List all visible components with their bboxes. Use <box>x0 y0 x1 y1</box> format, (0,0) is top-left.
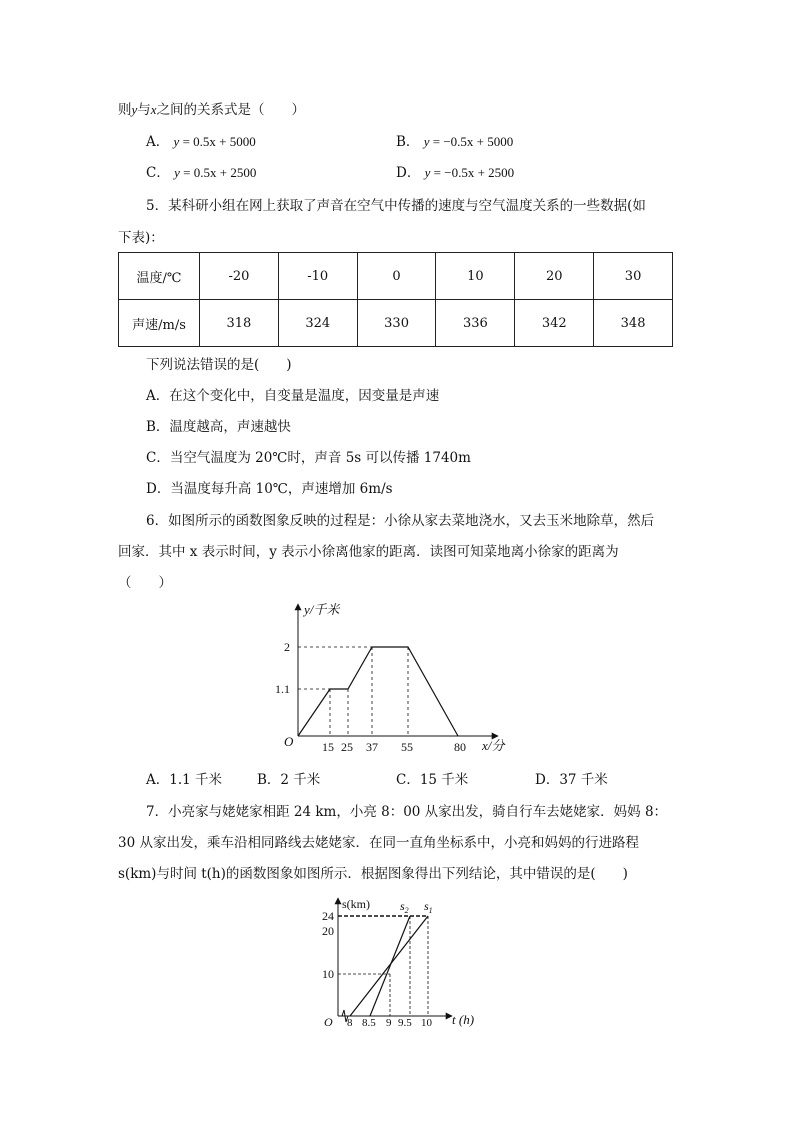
y-tick-label: 10 <box>322 967 334 981</box>
q4-option-d[interactable] <box>396 163 514 183</box>
q5-stem-line1: 5．某科研小组在网上获取了声音在空气中传播的速度与空气温度关系的一些数据(如 <box>146 198 646 214</box>
table-cell: 20 <box>515 253 594 300</box>
x-tick-label: 8 <box>347 1017 353 1029</box>
table-cell: 30 <box>594 253 673 300</box>
option-label: B． <box>396 134 420 150</box>
y-axis-label: y/千米 <box>304 602 340 617</box>
q4-stem <box>118 100 305 120</box>
q4-stem-prefix: 则 <box>118 102 132 118</box>
q5-question: 下列说法错误的是( ) <box>146 357 292 373</box>
speed-temperature-table <box>118 252 673 347</box>
equation-rhs: = −0.5x + 2500 <box>430 165 515 180</box>
distance-function-line <box>298 647 458 736</box>
y-tick-label: 24 <box>322 909 334 923</box>
x-tick-label: 80 <box>454 740 466 754</box>
q5-option-c[interactable]: C．当空气温度为 20℃时，声音 5s 可以传播 1740m <box>146 450 471 466</box>
s2-series-label: $s_2$ <box>400 899 409 915</box>
table-cell: 348 <box>594 300 673 347</box>
q6-stem-line1: 6．如图所示的函数图象反映的过程是：小徐从家去菜地浇水，又去玉米地除草，然后 <box>146 513 655 529</box>
table-cell: -10 <box>278 253 357 300</box>
y-axis-label: s(km) <box>342 897 370 911</box>
table-cell: 342 <box>515 300 594 347</box>
q6-option-a[interactable]: A．1.1 千米 <box>146 772 223 788</box>
equation-lhs: y <box>423 134 430 149</box>
x-tick-label: 15 <box>322 740 334 754</box>
y-tick-label: 2 <box>284 640 290 654</box>
q6-stem-line2: 回家．其中 x 表示时间，y 表示小徐离他家的距离．读图可知菜地离小徐家的距离为 <box>118 544 619 560</box>
q4-option-b[interactable] <box>396 132 513 152</box>
x-tick-label: 9.5 <box>398 1017 412 1029</box>
origin-label: O <box>324 1015 333 1029</box>
q6-option-b[interactable]: B．2 千米 <box>257 772 321 788</box>
q4-stem-suffix: 之间的关系式是（ ） <box>156 102 306 118</box>
guide-lines <box>338 916 428 1016</box>
table-header-cell: 声速/m/s <box>119 300 200 347</box>
option-label: A． <box>146 134 170 150</box>
table-cell: -20 <box>200 253 279 300</box>
q4-option-c[interactable] <box>146 163 256 183</box>
option-label: D． <box>396 165 421 181</box>
q6-option-d[interactable]: D．37 千米 <box>535 772 608 788</box>
equation-rhs: = 0.5x + 5000 <box>179 134 256 149</box>
table-row <box>119 300 673 347</box>
table-header-cell: 温度/℃ <box>119 253 200 300</box>
guide-lines <box>298 647 408 736</box>
q7-distance-time-graph <box>312 892 492 1032</box>
x-tick-label: 9 <box>386 1017 392 1029</box>
equation-lhs: y <box>174 165 180 180</box>
q4-stem-mid: 与 <box>137 102 151 118</box>
x-axis-label: x/分 <box>482 738 505 753</box>
s1-line <box>350 916 428 1016</box>
option-label: C． <box>146 165 170 181</box>
table-cell: 330 <box>357 300 436 347</box>
equation-rhs: = −0.5x + 5000 <box>429 134 514 149</box>
q6-stem-line3: （ ） <box>118 575 172 591</box>
s1-series-label: $s_1$ <box>424 899 433 915</box>
q5-option-d[interactable]: D．当温度每升高 10℃，声速增加 6m/s <box>146 481 393 497</box>
x-tick-label: 55 <box>401 740 413 754</box>
equation-lhs: y <box>173 134 180 149</box>
x-tick-label: 25 <box>341 740 353 754</box>
equation-rhs: = 0.5x + 2500 <box>179 165 257 180</box>
x-tick-label: 10 <box>421 1017 432 1029</box>
q4-var-y: y <box>131 102 138 117</box>
x-tick-label: 8.5 <box>362 1017 376 1029</box>
q7-stem-line2: 30 从家出发，乘车沿相同路线去姥姥家．在同一直角坐标系中，小亮和妈妈的行进路程 <box>118 835 639 851</box>
table-cell: 324 <box>278 300 357 347</box>
table-cell: 0 <box>357 253 436 300</box>
equation-lhs: y <box>424 165 431 180</box>
q5-option-b[interactable]: B．温度越高，声速越快 <box>146 419 291 435</box>
q5-stem-line2: 下表)： <box>118 230 164 246</box>
q7-stem-line3: s(km)与时间 t(h)的函数图象如图所示．根据图象得出下列结论，其中错误的是( ) <box>118 866 628 882</box>
y-tick-label: 1.1 <box>275 682 290 696</box>
x-axis-label: t (h) <box>452 1012 475 1027</box>
y-tick-label: 20 <box>322 924 334 938</box>
q4-var-x: x <box>150 102 157 117</box>
q6-option-c[interactable]: C．15 千米 <box>396 772 469 788</box>
q7-stem-line1: 7．小亮家与姥姥家相距 24 km，小亮 8：00 从家出发，骑自行车去姥姥家．妈妈 8： <box>146 804 668 820</box>
q4-option-a[interactable] <box>146 132 256 152</box>
x-tick-label: 37 <box>366 740 378 754</box>
q6-distance-time-graph <box>270 598 530 760</box>
table-cell: 10 <box>436 253 515 300</box>
table-cell: 318 <box>200 300 279 347</box>
origin-label: O <box>284 734 294 749</box>
q5-option-a[interactable]: A．在这个变化中，自变量是温度，因变量是声速 <box>146 388 440 404</box>
table-cell: 336 <box>436 300 515 347</box>
table-row <box>119 253 673 300</box>
